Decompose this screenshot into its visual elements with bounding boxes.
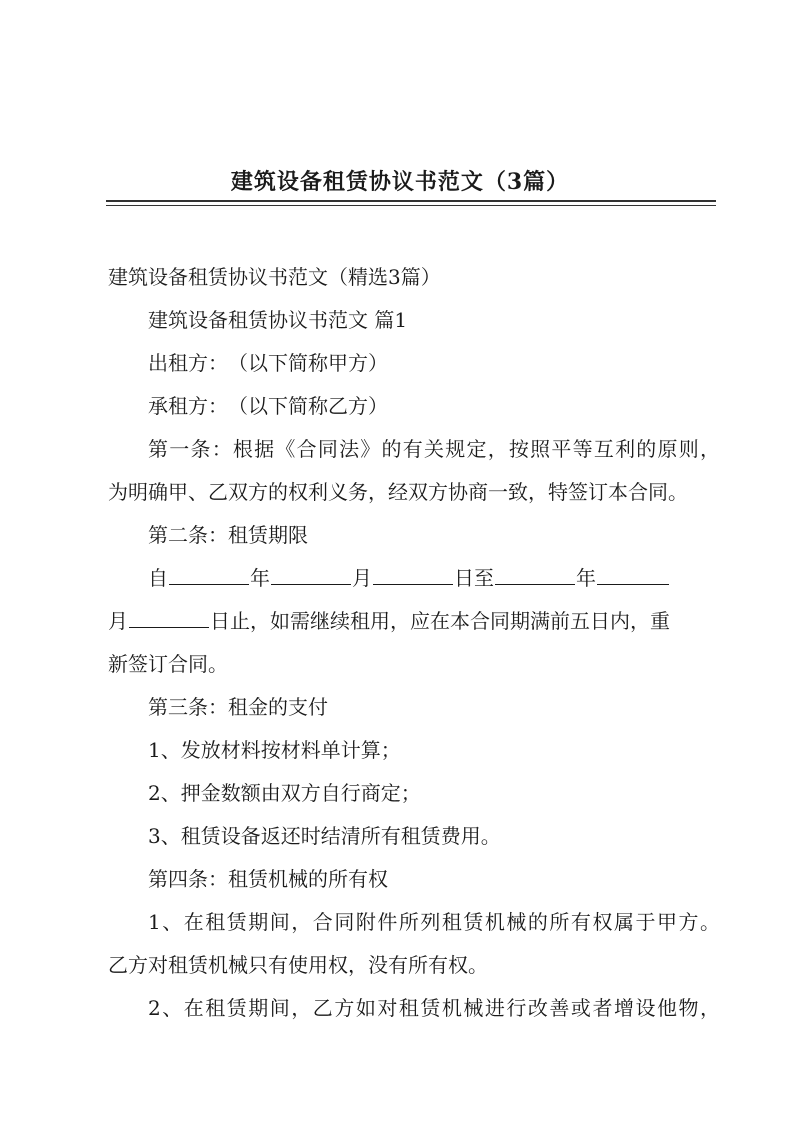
lessee-line: 承租方： （以下简称乙方） xyxy=(148,394,388,418)
article3-item: 3、租赁设备返还时结清所有租赁费用。 xyxy=(148,824,501,848)
blank-line xyxy=(169,564,249,585)
section-heading: 建筑设备租赁协议书范文 篇1 xyxy=(148,308,408,332)
article4-title: 第四条：租赁机械的所有权 xyxy=(148,867,388,891)
blank-line xyxy=(495,564,575,585)
term-line1 xyxy=(108,557,720,600)
article4-item2-line1: 2、在租赁期间，乙方如对租赁机械进行改善或者增设他物， xyxy=(148,996,720,1020)
title-rule-thin xyxy=(106,205,716,206)
term-line3: 新签订合同。 xyxy=(108,652,228,676)
blank-line xyxy=(373,564,453,585)
blank-line xyxy=(129,607,209,628)
term-day1: 日至 xyxy=(454,566,494,590)
article4-item1-line2: 乙方对租赁机械只有使用权，没有所有权。 xyxy=(108,953,488,977)
lessor-line: 出租方： （以下简称甲方） xyxy=(148,351,388,375)
term-month2: 月 xyxy=(108,609,128,633)
document-title: 建筑设备租赁协议书范文（3篇） xyxy=(230,169,570,195)
title-rule-thick xyxy=(106,200,716,202)
term-year2: 年 xyxy=(576,566,596,590)
article3-title: 第三条：租金的支付 xyxy=(148,695,328,719)
article1-line2: 为明确甲、乙双方的权利义务，经双方协商一致，特签订本合同。 xyxy=(108,480,688,504)
intro-line: 建筑设备租赁协议书范文（精选3篇） xyxy=(108,265,441,289)
blank-line xyxy=(271,564,351,585)
article3-item: 2、押金数额由双方自行商定； xyxy=(148,781,421,805)
article1-line1: 第一条：根据《合同法》的有关规定，按照平等互利的原则， xyxy=(148,437,720,461)
term-from: 自 xyxy=(148,566,168,590)
blank-line xyxy=(597,564,669,585)
term-line2 xyxy=(108,600,720,643)
article4-item1-line1: 1、在租赁期间，合同附件所列租赁机械的所有权属于甲方。 xyxy=(148,910,720,934)
article2-title: 第二条：租赁期限 xyxy=(148,523,308,547)
term-year1: 年 xyxy=(250,566,270,590)
term-month1: 月 xyxy=(352,566,372,590)
document-body xyxy=(108,256,720,1030)
article3-item: 1、发放材料按材料单计算； xyxy=(148,738,401,762)
term-day2-rest: 日止，如需继续租用，应在本合同期满前五日内，重 xyxy=(210,609,670,633)
